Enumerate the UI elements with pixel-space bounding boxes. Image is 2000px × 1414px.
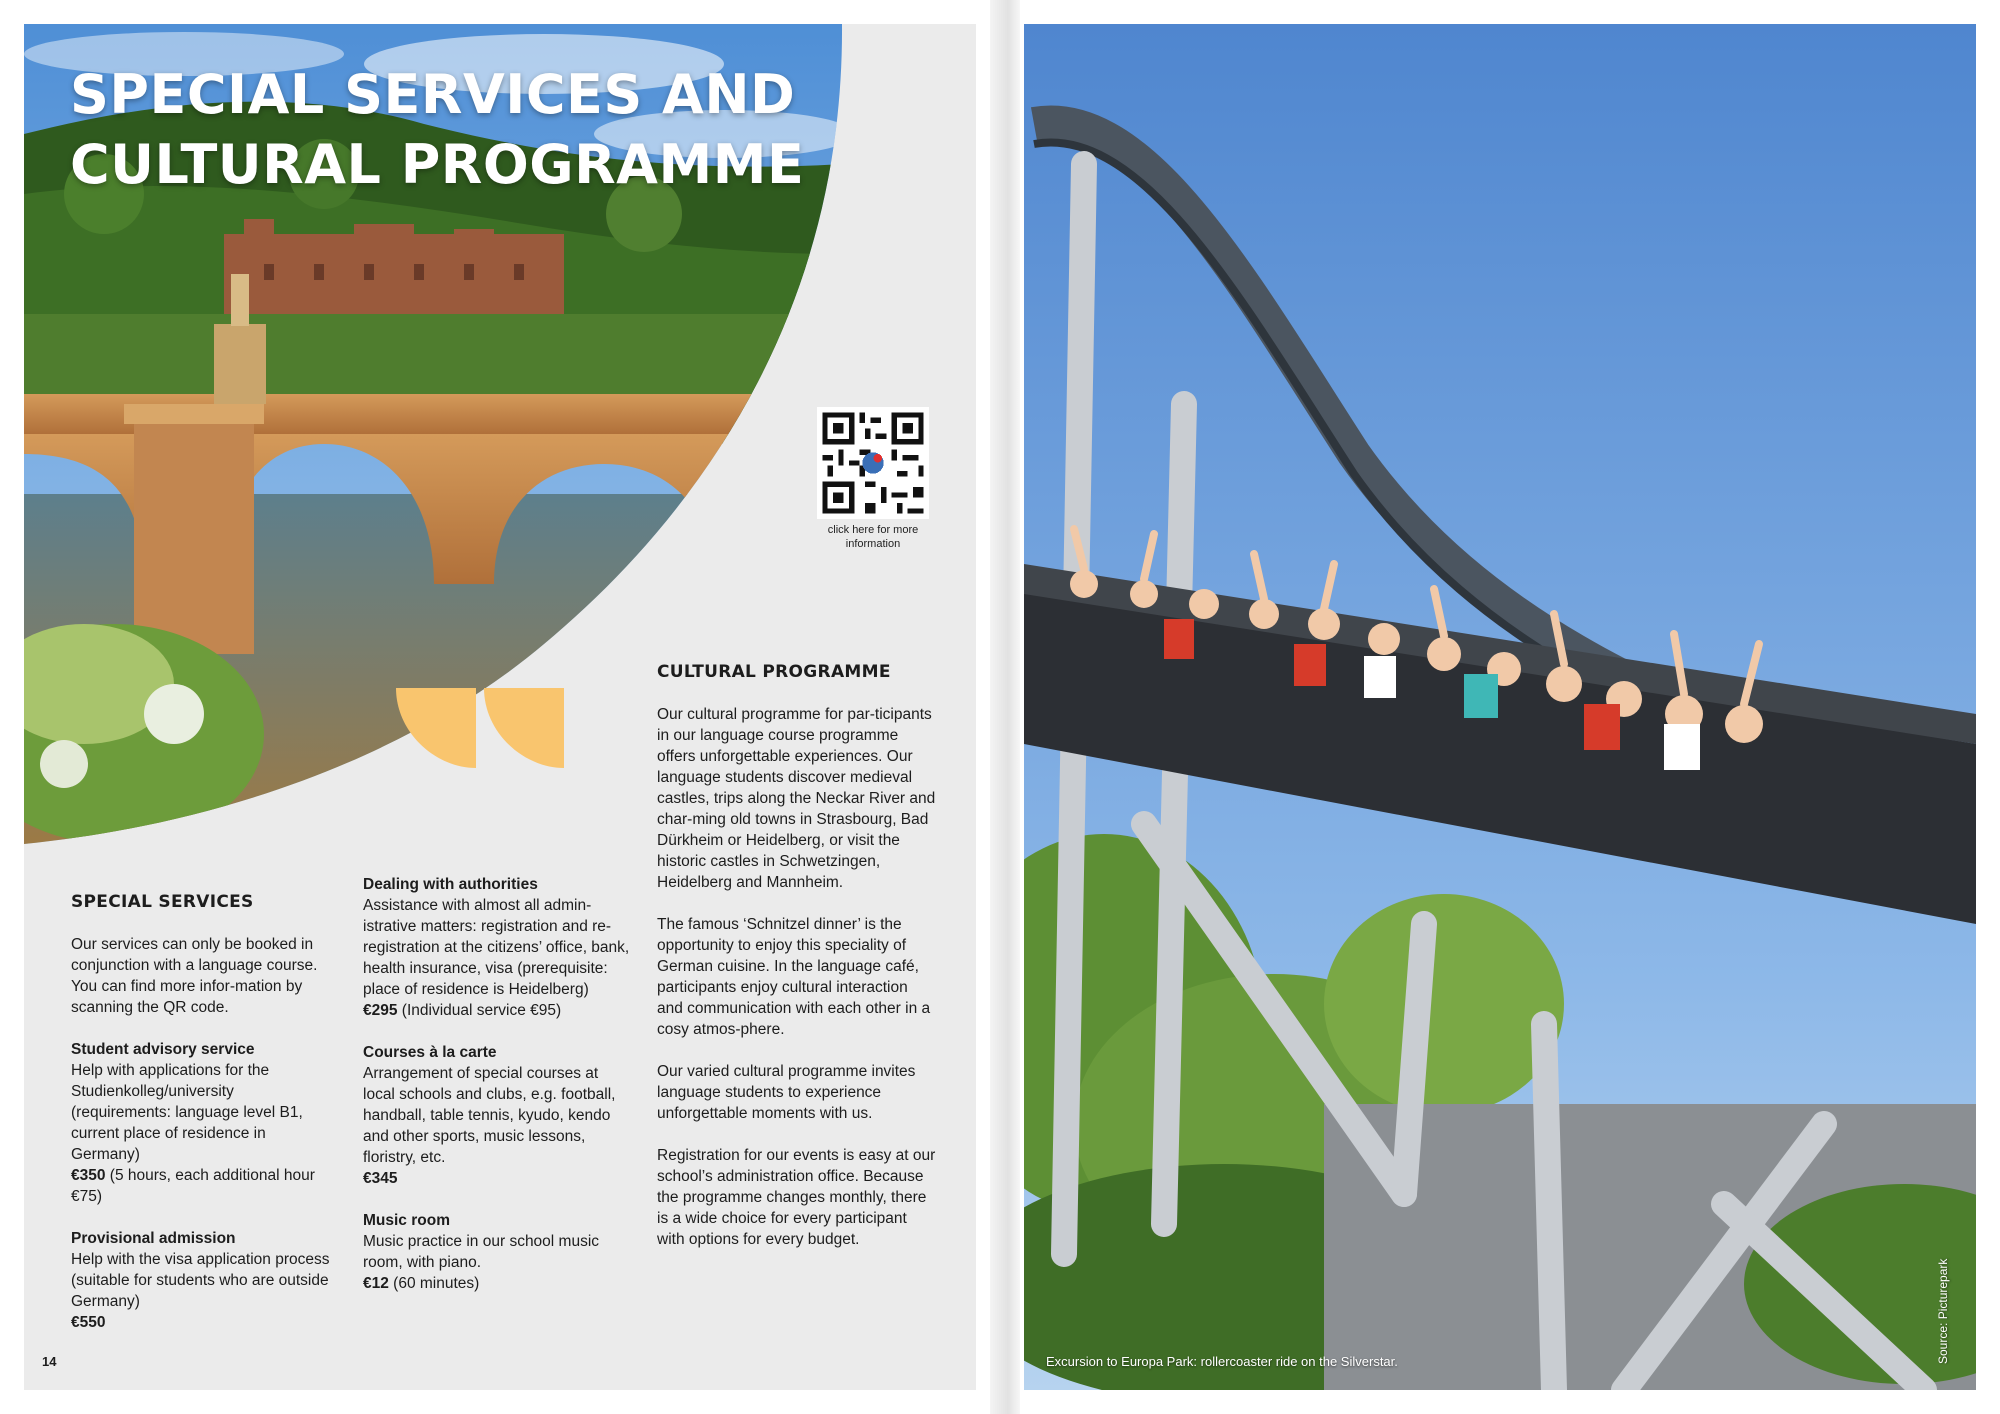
service-description: Help with applications for the Studienkolleg/university (requirements: language level B1, current place of residence in Germany)	[71, 1062, 303, 1163]
photo-caption: Excursion to Europa Park: rollercoaster ride on the Silverstar.	[1046, 1354, 1398, 1369]
page-title	[70, 60, 850, 200]
cultural-programme-column	[657, 662, 937, 1250]
qr-caption: click here for more information	[827, 524, 919, 550]
service-price-line	[71, 1165, 333, 1207]
service-price-line	[363, 1000, 633, 1021]
service-description: Assistance with almost all admin-istrative matters: registration and re-registration at the citizens’ office, bank, health insurance, visa (prerequisite: place of residence is Heidelberg)	[363, 897, 630, 998]
page-gutter	[990, 0, 1020, 1414]
service-price-line	[71, 1312, 333, 1333]
cultural-programme-heading: CULTURAL PROGRAMME	[657, 662, 891, 682]
special-services-heading: SPECIAL SERVICES	[71, 892, 254, 912]
service-price-line	[363, 1168, 633, 1189]
service-description: Arrangement of special courses at local schools and clubs, e.g. football, handball, table tennis, kyudo, kendo and other sports, music lessons, floristry, etc.	[363, 1065, 616, 1166]
cultural-programme-paragraph: Registration for our events is easy at our school’s administration office. Because the programme changes monthly, there is a wide choice for every participant with options for every budget.	[657, 1147, 936, 1248]
service-name: Student advisory service	[71, 1041, 255, 1058]
service-price-line	[363, 1273, 633, 1294]
page-title-line-1: SPECIAL SERVICES AND	[70, 63, 796, 126]
service-price: €550	[71, 1314, 106, 1331]
service-price: €295	[363, 1002, 398, 1019]
page-title-line-2: CULTURAL PROGRAMME	[70, 133, 805, 196]
service-name: Courses à la carte	[363, 1044, 497, 1061]
service-description: Help with the visa application process (suitable for students who are outside Germany)	[71, 1251, 330, 1310]
special-services-column	[71, 892, 333, 1333]
service-dealing-with-authorities	[363, 874, 633, 1021]
qr-code-icon[interactable]	[817, 407, 929, 519]
cultural-programme-paragraph: The famous ‘Schnitzel dinner’ is the opportunity to enjoy this speciality of German cuisine. In the language café, participants enjoy cultural interaction and communication with each other in a cosy atmos-phere.	[657, 916, 931, 1038]
service-provisional-admission	[71, 1228, 333, 1333]
service-description: Music practice in our school music room, with piano.	[363, 1233, 600, 1271]
service-price-note: (5 hours, each additional hour €75)	[71, 1167, 315, 1205]
right-page	[1024, 24, 1976, 1390]
service-price: €345	[363, 1170, 398, 1187]
service-name: Dealing with authorities	[363, 876, 538, 893]
services-column-2	[363, 874, 633, 1294]
page-number: 14	[42, 1354, 57, 1369]
service-price: €12	[363, 1275, 389, 1292]
cultural-programme-paragraph: Our cultural programme for par-ticipants in our language course programme offers unforgettable experiences. Our language students discover medieval castles, trips along the Neckar River and char-ming old towns in Strasbourg, Bad Dürkheim or Heidelberg, or visit the historic castles in Schwetzingen, Heidelberg and Mannheim.	[657, 706, 936, 891]
service-name: Music room	[363, 1212, 450, 1229]
service-price-note: (60 minutes)	[388, 1275, 480, 1292]
service-music-room	[363, 1210, 633, 1294]
service-student-advisory	[71, 1039, 333, 1207]
cultural-programme-paragraph: Our varied cultural programme invites language students to experience unforgettable moments with us.	[657, 1063, 916, 1122]
photo-credit: Source: Picturepark	[1936, 1258, 1950, 1364]
service-price: €350	[71, 1167, 106, 1184]
quote-marks-decoration	[396, 688, 566, 768]
service-name: Provisional admission	[71, 1230, 236, 1247]
special-services-intro: Our services can only be booked in conjunction with a language course. You can find more infor-mation by scanning the QR code.	[71, 936, 318, 1016]
service-price-note: (Individual service €95)	[397, 1002, 562, 1019]
rollercoaster-photo	[1024, 24, 1976, 1390]
left-page	[24, 24, 976, 1390]
service-courses-a-la-carte	[363, 1042, 633, 1189]
